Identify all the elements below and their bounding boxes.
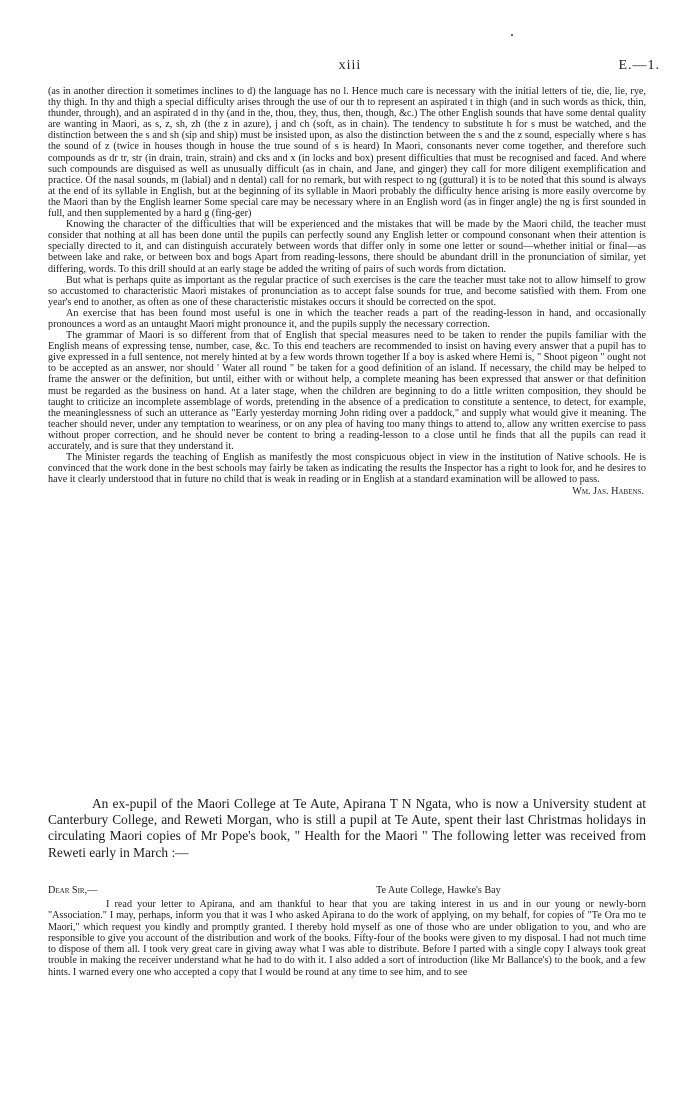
document-reference: E.—1. — [618, 58, 660, 73]
intro-section — [48, 796, 646, 861]
intro-paragraph: An ex-pupil of the Maori College at Te Aute, Apirana T N Ngata, who is now a University student at Canterbury College, and Reweti Morgan, who is still a pupil at Te Aute, spent their last Christmas holidays in circulating Maori copies of Mr Pope's book, " Health for the Maori " The following letter was received from Reweti early in March :— — [48, 796, 646, 860]
body-paragraph: The Minister regards the teaching of English as manifestly the most conspicuous object in view in the institution of Native schools. He is convinced that the work done in the best schools may fairly be taken as indicating the results the Inspector has a right to look for, and he desires to have it clearly understood that in future no child that is weak in reading or in English at a standard examination will be allowed to pass. — [48, 452, 646, 486]
letter-paragraph: I read your letter to Apirana, and am thankful to hear that you are taking interest in us and in our young or newly-born "Association." I may, perhaps, inform you that it was I who asked Apirana to do the work of applying, on my behalf, for copies of "Te Ora mo te Maori," which request you kindly and promptly granted. I thereby hold myself as one of those who are under obligation to you, and who are responsible to give you account of the distribution and work of the books. Fifty-four of the books were given to my disposal. I had not much time to dispose of them all. I took very great care in giving away what I was able to distribute. Before I parted with a single copy I always took great trouble in making the receiver understand what he had to do with it. I also added a sort of introduction (like Mr Ballance's) to the book, and a few hints. I warned every one who accepted a copy that I would be round at any time to see him, and to see — [48, 899, 646, 978]
letter-salutation: Dear Sir,— — [48, 885, 98, 896]
letter-section — [48, 885, 646, 978]
page-number: xiii — [338, 58, 362, 73]
page-header — [40, 58, 660, 78]
body-paragraph: But what is perhaps quite as important as the regular practice of such exercises is the care the teacher must take not to allow himself to grow so accustomed to characteristic Maori mistakes of pronunciation as to accept false sounds for true, and become satisfied with them. From one year's end to another, as often as one of these characteristic mistakes occurs it should be corrected on the spot. — [48, 274, 646, 308]
body-paragraph: The grammar of Maori is so different from that of English that special measures need to be taken to render the pupils familiar with the English means of expressing tense, number, case, &c. To this end teachers are recommended to insist on having every answer that a pupil has to give expressed in a full sentence, not merely hinted at by a few words thrown together If a boy is asked where Hemi is, " Shoot pigeon " ought not to be accepted as an answer, nor should ' Water all round " be taken for a good definition of an island. If necessary, the child may be helped to frame the answer or the definition, but until, either with or without help, a complete meaning has been expressed that answer or that definition must be regarded as the business on hand. At a later stage, when the children are beginning to do a little written composition, they should be taught to criticize an incomplete assemblage of words, pretending in the absence of a predication to constitute a sentence, to detect, for example, the meaninglessness of such an utterance as "Early yesterday morning John riding over a paddock," and supply what would give it meaning. The teacher should never, under any temptation to weariness, or on any plea of having too many things to attend to, allow any written exercise to pass without proper correction, and he should never be content to bring a reading-lesson to a close until he finds that all the pupils can read it accurately, and is sure that they understand it. — [48, 330, 646, 452]
body-paragraph: (as in another direction it sometimes inclines to d) the language has no l. Hence much care is necessary with the initial letters of tie, die, lie, rye, thy thigh. In thy and thigh a special difficulty arises through the use of our th to represent an aspirated t in thigh (and in such words as thick, thin, thunder, through), and an aspirated d in thy (and in the, thou, they, thus, then, though, &c.) The other English sounds that have some dental quality are wanting in Maori, as s, z, sh, zh (the z in azure), j and ch (soft, as in chain). The tendency to substitute h for s must be watched, and the distinction between the s and sh (sip and ship) must be insisted upon, as also the distinction between the s and the z sound, especially where s has the sound of z (twice in houses though in house the true sound of s is heard) In Maori, consonants never come together, and therefore such compounds as dr tr, str (in drain, train, strain) and cks and x (in locks and box) present difficulties that must be recognised and faced. And where such compounds are disguised as well as unusually difficult (as in chain, and Jane, and ginger) they call for more diligent exemplification and practice. Of the nasal sounds, m (labial) and n dental) call for no remark, but with respect to ng (guttural) it is to be noted that this sound is always at the end of its syllable in English, but at the beginning of its syllable in Maori probably the difficulty hence arising is more easily overcome by the Maori than by the English learner Some special care may be necessary where in an English word (as in finger angle) the ng is first sounded in full, and then supplemented by a hard g (fing-ger) — [48, 86, 646, 220]
body-paragraph: An exercise that has been found most useful is one in which the teacher reads a part of the reading-lesson in hand, and occasionally pronounces a word as an untaught Maori might pronounce it, and the pupils supply the necessary correction. — [48, 307, 646, 330]
letter-heading — [48, 885, 646, 899]
signature: Wm. Jas. Habens. — [572, 486, 644, 498]
speck-mark — [511, 34, 513, 36]
report-body — [48, 86, 646, 497]
body-paragraph: Knowing the character of the difficulties that will be experienced and the mistakes that will be made by the Maori child, the teacher must consider that nothing at all has been done until the pupils can perfectly sound any English letter or compound consonant when their attention is specially directed to it, and can distinguish accurately between words that differ only in some one letter or sound—whether initial or final—as between lake and rake, or between box and bogs Apart from reading-lessons, there should be abundant drill in the pronunciation of similar, yet differing, words. To this drill should at an early stage be added the writing of pairs of such words from dictation. — [48, 219, 646, 275]
letter-address: Te Aute College, Hawke's Bay — [376, 885, 501, 896]
